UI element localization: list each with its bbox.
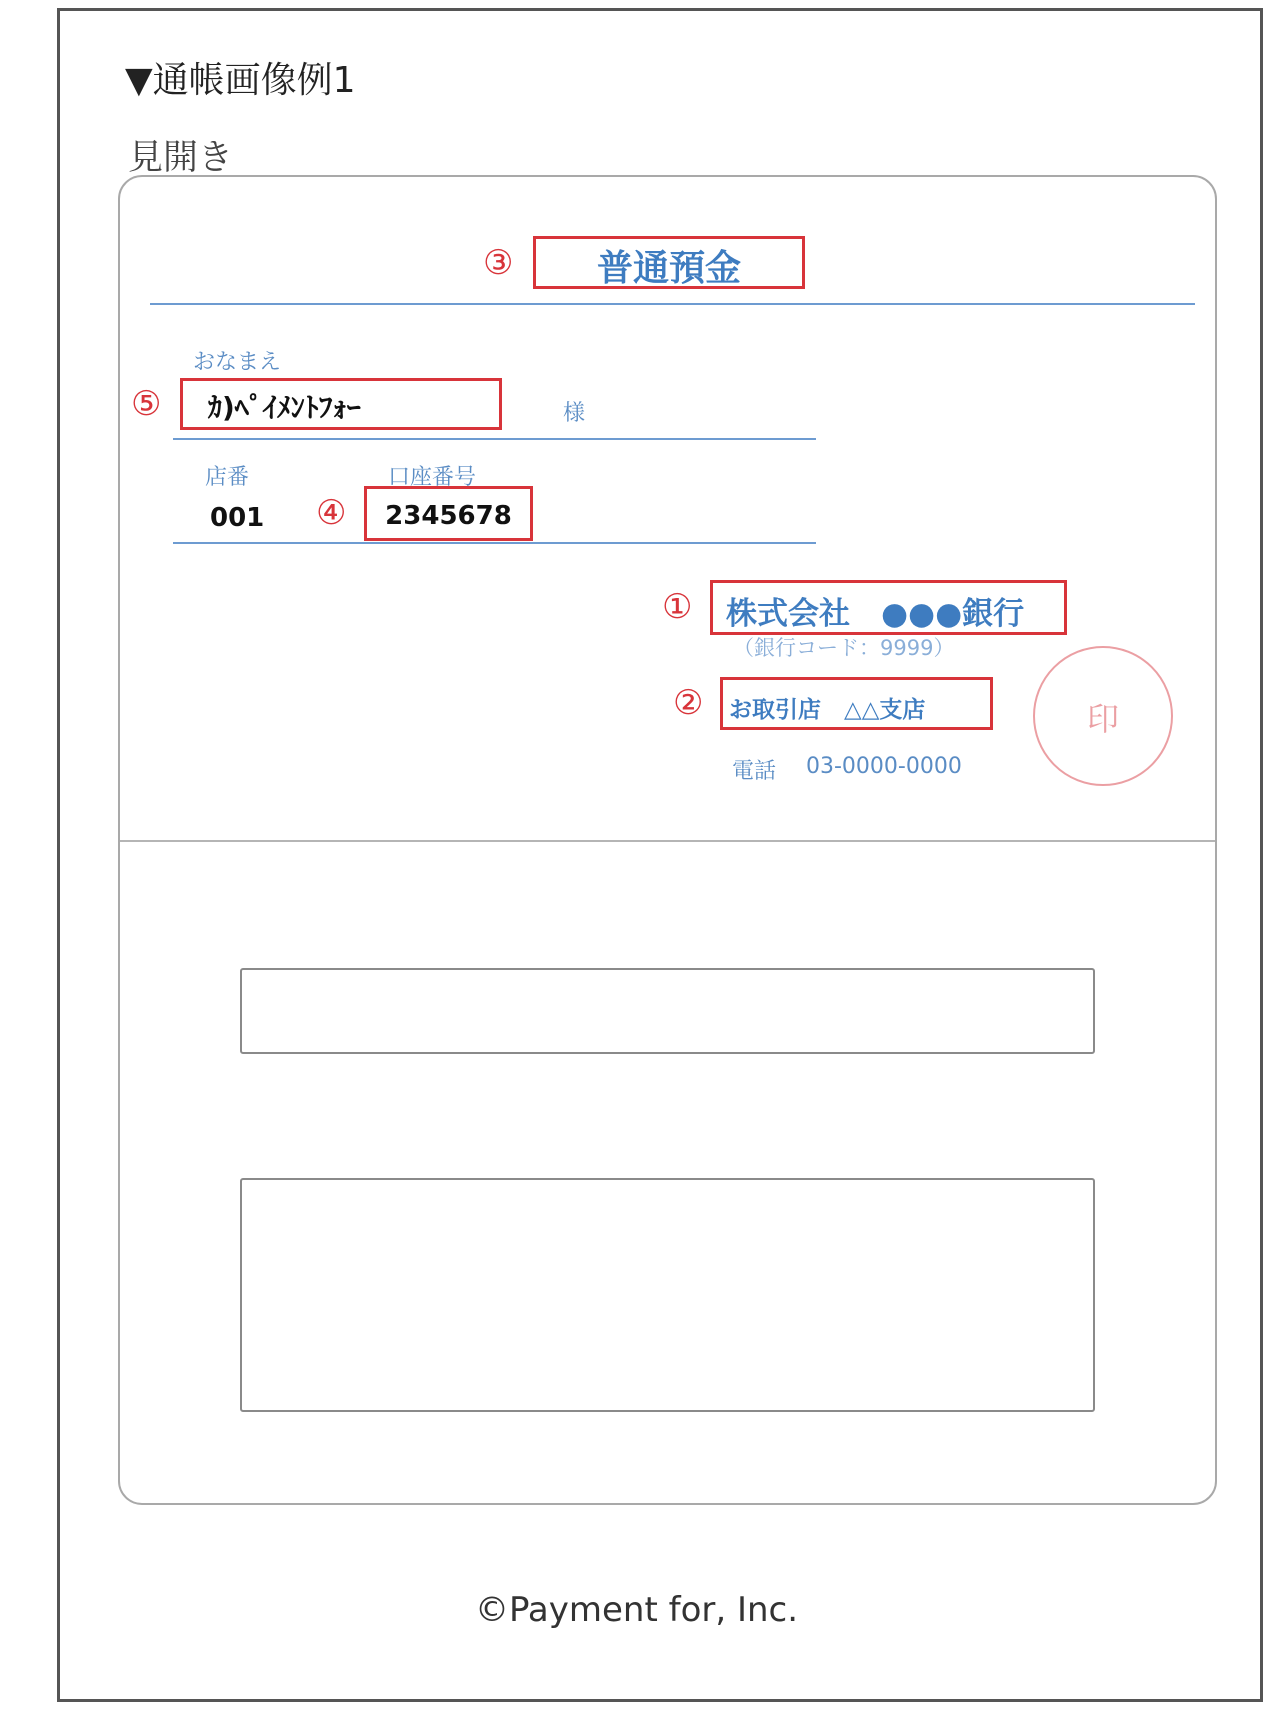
branch-no-value: 001 [210, 503, 265, 533]
account-holder-name: ｶ)ﾍﾟｲﾒﾝﾄﾌｫｰ [208, 391, 361, 424]
marker-4: ④ [316, 493, 347, 533]
account-no-value: 2345678 [385, 501, 512, 531]
seal-stamp [1033, 646, 1173, 786]
phone-label: 電話 [732, 759, 777, 784]
bank-code: （銀行コード：9999） [733, 636, 955, 660]
blank-field-upper [240, 968, 1095, 1054]
branch-name: お取引店 △△支店 [729, 697, 926, 723]
copyright-footer: ©Payment for, Inc. [474, 1590, 799, 1630]
marker-1: ① [662, 587, 693, 627]
phone-number: 03-0000-0000 [806, 754, 962, 779]
marker-5: ⑤ [131, 384, 162, 424]
section-subtitle: 見開き [128, 138, 234, 178]
account-no-label: 口座番号 [388, 465, 477, 490]
account-underline [173, 542, 816, 544]
branch-no-label: 店番 [205, 465, 250, 490]
marker-3: ③ [483, 243, 514, 283]
marker-2: ② [673, 683, 704, 723]
bank-name: 株式会社 ●●●銀行 [726, 596, 1025, 632]
passbook-fold-divider [120, 840, 1215, 842]
page-title: ▼通帳画像例1 [125, 60, 356, 101]
seal-icon: 印 [1086, 700, 1119, 738]
header-underline [150, 303, 1195, 305]
account-type: 普通預金 [596, 248, 741, 289]
blank-field-lower [240, 1178, 1095, 1412]
name-underline [173, 438, 816, 440]
name-label: おなまえ [193, 350, 282, 375]
honorific: 様 [563, 401, 586, 426]
